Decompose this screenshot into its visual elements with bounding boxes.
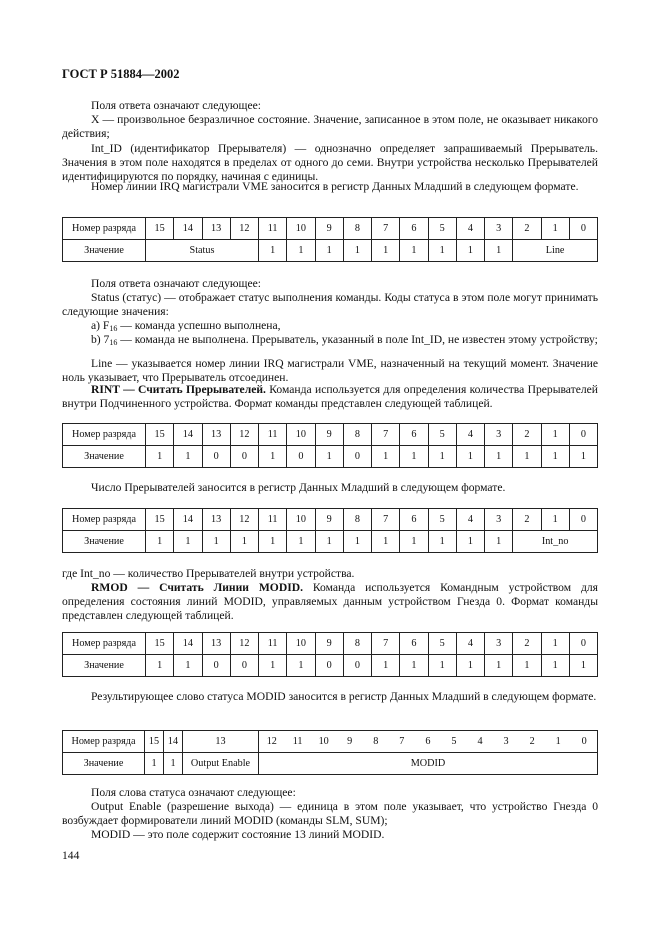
cell-bit: 3 bbox=[493, 731, 519, 753]
cell-value: 1 bbox=[146, 531, 174, 553]
cell-value: 1 bbox=[428, 446, 456, 468]
cell-value: 1 bbox=[485, 446, 513, 468]
cell-bit: 8 bbox=[343, 218, 371, 240]
cell-value: 1 bbox=[428, 240, 456, 262]
cell-bit: 13 bbox=[202, 424, 230, 446]
cell-line: Line bbox=[513, 240, 598, 262]
cell-bit: 6 bbox=[400, 509, 428, 531]
cell-bit: 5 bbox=[441, 731, 467, 753]
cell-bit: 9 bbox=[315, 509, 343, 531]
page-number: 144 bbox=[62, 849, 80, 862]
cell-value: 1 bbox=[456, 655, 484, 677]
cell-value: 1 bbox=[230, 531, 258, 553]
cell-bit: 10 bbox=[287, 633, 315, 655]
table-row-bits bbox=[63, 509, 598, 531]
cell-bit: 6 bbox=[400, 633, 428, 655]
cell-value: 0 bbox=[230, 655, 258, 677]
cell-bit: 9 bbox=[315, 424, 343, 446]
cell-value: 1 bbox=[259, 446, 287, 468]
cell-value: 1 bbox=[146, 446, 174, 468]
paragraph-fields-intro: Поля ответа означают следующее: bbox=[91, 99, 261, 112]
cell-value: 1 bbox=[372, 240, 400, 262]
cell-value: 1 bbox=[287, 531, 315, 553]
cell-value: 1 bbox=[315, 531, 343, 553]
cell-bit: 15 bbox=[146, 424, 174, 446]
cell-label: Номер разряда bbox=[63, 509, 146, 531]
cell-value: 1 bbox=[259, 655, 287, 677]
cell-bit: 14 bbox=[174, 424, 202, 446]
cell-bit: 1 bbox=[541, 633, 569, 655]
cell-bit: 13 bbox=[202, 509, 230, 531]
cell-bit: 2 bbox=[519, 731, 545, 753]
cell-bit: 13 bbox=[202, 633, 230, 655]
paragraph-status-field: Status (статус) — отображает статус выполнения команды. Коды статуса в этом поле могут принимать следующие значения: bbox=[62, 291, 598, 319]
paragraph-x-field: X — произвольное безразличное состояние. Значение, записанное в этом поле, не оказывает никакого действия; bbox=[62, 113, 598, 141]
cell-bit: 5 bbox=[428, 633, 456, 655]
cell-value: 1 bbox=[343, 531, 371, 553]
cell-bit: 15 bbox=[145, 731, 164, 753]
cell-bit: 10 bbox=[287, 509, 315, 531]
cell-value: 0 bbox=[287, 446, 315, 468]
cell-bit: 13 bbox=[202, 218, 230, 240]
cell-value: 0 bbox=[202, 446, 230, 468]
cell-value: 0 bbox=[343, 446, 371, 468]
cell-bit: 2 bbox=[513, 509, 541, 531]
cell-bit: 12 bbox=[230, 218, 258, 240]
cell-bit: 7 bbox=[372, 218, 400, 240]
cell-bit: 3 bbox=[485, 509, 513, 531]
table-row-bits bbox=[63, 731, 598, 753]
cell-value: 1 bbox=[372, 446, 400, 468]
cell-bit: 15 bbox=[146, 509, 174, 531]
cell-value: 1 bbox=[164, 753, 183, 775]
cell-bit: 10 bbox=[311, 731, 337, 753]
table-row-bits bbox=[63, 424, 598, 446]
cell-bit: 10 bbox=[287, 218, 315, 240]
table-row-values bbox=[63, 753, 598, 775]
paragraph-status-fields-intro: Поля слова статуса означают следующее: bbox=[91, 786, 296, 799]
cell-bit: 6 bbox=[415, 731, 441, 753]
cell-bit: 6 bbox=[400, 424, 428, 446]
table-row-values bbox=[63, 446, 598, 468]
cell-bit: 12 bbox=[230, 509, 258, 531]
cell-bit: 4 bbox=[456, 633, 484, 655]
cell-bit: 4 bbox=[467, 731, 493, 753]
table-row-values bbox=[63, 240, 598, 262]
paragraph-interrupter-count: Число Прерывателей заносится в регистр Данных Младший в следующем формате. bbox=[91, 481, 506, 494]
paragraph-fields-intro-2: Поля ответа означают следующее: bbox=[91, 277, 261, 290]
cell-value: 1 bbox=[485, 655, 513, 677]
cell-bit: 14 bbox=[164, 731, 183, 753]
table-row-bits bbox=[63, 633, 598, 655]
cell-value: 1 bbox=[372, 655, 400, 677]
cell-value: 1 bbox=[456, 240, 484, 262]
paragraph-output-enable: Output Enable (разрешение выхода) — единица в этом поле указывает, что устройство Гнезда 0 возбуждает формирователи линий MODID (команды SLM, SUM); bbox=[62, 800, 598, 828]
cell-bit: 5 bbox=[428, 424, 456, 446]
cell-bit: 15 bbox=[146, 218, 174, 240]
cell-value: 1 bbox=[259, 240, 287, 262]
cell-value: 0 bbox=[230, 446, 258, 468]
paragraph-rint: RINT — Считать Прерывателей. Команда используется для определения количества Прерывателей внутри Подчиненного устройства. Формат команды представлен следующей таблицей. bbox=[62, 383, 598, 411]
cell-label: Номер разряда bbox=[63, 424, 146, 446]
cell-bit: 0 bbox=[569, 509, 597, 531]
cell-bit: 11 bbox=[285, 731, 311, 753]
cell-value: 1 bbox=[202, 531, 230, 553]
cell-value: 1 bbox=[174, 655, 202, 677]
cell-label: Значение bbox=[63, 531, 146, 553]
table-row-values bbox=[63, 531, 598, 553]
cell-bit: 8 bbox=[343, 509, 371, 531]
table-rint-command bbox=[62, 423, 598, 468]
cell-bit: 9 bbox=[315, 633, 343, 655]
cell-bit: 9 bbox=[337, 731, 363, 753]
table-intno-format bbox=[62, 508, 598, 553]
cell-bit: 2 bbox=[513, 424, 541, 446]
paragraph-line-field: Line — указывается номер линии IRQ магистрали VME, назначенный на текущий момент. Значение ноль указывает, что Прерыватель отсоединен. bbox=[62, 357, 598, 385]
cell-intno: Int_no bbox=[513, 531, 598, 553]
cell-value: 1 bbox=[400, 240, 428, 262]
cell-bit: 14 bbox=[174, 509, 202, 531]
cell-bit: 2 bbox=[513, 218, 541, 240]
paragraph-irq-format: Номер линии IRQ магистрали VME заносится в регистр Данных Младший в следующем формате. bbox=[91, 180, 579, 193]
cell-value: 1 bbox=[541, 446, 569, 468]
paragraph-status-b: b) $7_{16}$ — команда не выполнена. Прерыватель, указанный в поле Int_ID, не известен этому устройству; bbox=[91, 333, 598, 347]
cell-label: Значение bbox=[63, 753, 145, 775]
cell-value: 1 bbox=[513, 655, 541, 677]
cell-value: 1 bbox=[315, 240, 343, 262]
cell-bit: 12 bbox=[230, 633, 258, 655]
cell-bit: 8 bbox=[343, 633, 371, 655]
cell-bit: 12 bbox=[230, 424, 258, 446]
cell-value: 1 bbox=[485, 531, 513, 553]
cell-bit: 3 bbox=[485, 633, 513, 655]
cell-value: 1 bbox=[400, 446, 428, 468]
cell-bit: 9 bbox=[315, 218, 343, 240]
document-header: ГОСТ Р 51884—2002 bbox=[62, 67, 180, 81]
cell-modid: MODID bbox=[259, 753, 598, 775]
cell-bit: 0 bbox=[569, 633, 597, 655]
cell-bit: 0 bbox=[569, 424, 597, 446]
cell-bit: 13 bbox=[183, 731, 259, 753]
cell-bit: 3 bbox=[485, 218, 513, 240]
cell-bit: 14 bbox=[174, 218, 202, 240]
cell-label: Номер разряда bbox=[63, 633, 146, 655]
cell-bit: 15 bbox=[146, 633, 174, 655]
cell-bit: 6 bbox=[400, 218, 428, 240]
cell-bit: 12 bbox=[259, 731, 285, 753]
cell-bit: 1 bbox=[541, 424, 569, 446]
cell-bit: 8 bbox=[343, 424, 371, 446]
cell-value: 1 bbox=[428, 531, 456, 553]
cell-bit: 7 bbox=[372, 424, 400, 446]
cell-value: 1 bbox=[259, 531, 287, 553]
cell-bit: 0 bbox=[569, 218, 597, 240]
cell-label: Номер разряда bbox=[63, 731, 145, 753]
cell-value: 0 bbox=[202, 655, 230, 677]
cell-bit: 14 bbox=[174, 633, 202, 655]
cell-value: 1 bbox=[456, 531, 484, 553]
paragraph-modid-field: MODID — это поле содержит состояние 13 линий MODID. bbox=[91, 828, 385, 841]
cell-value: 1 bbox=[400, 655, 428, 677]
cell-bit: 11 bbox=[259, 218, 287, 240]
cell-value: 1 bbox=[456, 446, 484, 468]
table-row-bits bbox=[63, 218, 598, 240]
cell-bit: 1 bbox=[545, 731, 571, 753]
cell-bit: 7 bbox=[389, 731, 415, 753]
cell-bit: 0 bbox=[571, 731, 597, 753]
cell-value: 1 bbox=[485, 240, 513, 262]
cell-value: 1 bbox=[287, 655, 315, 677]
cell-value: 1 bbox=[513, 446, 541, 468]
cell-bit: 1 bbox=[541, 218, 569, 240]
cell-bit: 11 bbox=[259, 633, 287, 655]
cell-value: 1 bbox=[146, 655, 174, 677]
cell-bit: 11 bbox=[259, 424, 287, 446]
cell-label: Значение bbox=[63, 446, 146, 468]
cell-label: Значение bbox=[63, 240, 146, 262]
cell-bit: 5 bbox=[428, 218, 456, 240]
table-row-values bbox=[63, 655, 598, 677]
cell-bit: 4 bbox=[456, 509, 484, 531]
cell-output-enable: Output Enable bbox=[183, 753, 259, 775]
cell-value: 1 bbox=[287, 240, 315, 262]
cell-bit: 7 bbox=[372, 509, 400, 531]
cell-bit: 3 bbox=[485, 424, 513, 446]
cell-value: 0 bbox=[315, 655, 343, 677]
cell-value: 1 bbox=[569, 655, 597, 677]
cell-status: Status bbox=[146, 240, 259, 262]
cell-value: 1 bbox=[428, 655, 456, 677]
paragraph-modid-status: Результирующее слово статуса MODID заносится в регистр Данных Младший в следующем формате. bbox=[91, 690, 597, 703]
cell-label: Значение bbox=[63, 655, 146, 677]
cell-bit: 5 bbox=[428, 509, 456, 531]
table-irq-format bbox=[62, 217, 598, 262]
cell-value: 1 bbox=[174, 531, 202, 553]
paragraph-rmod: RMOD — Считать Линии MODID. Команда используется Командным устройством для определения состояния линий MODID, управляемых данным устройством Гнезда 0. Формат команды представлен следующей таблицей. bbox=[62, 581, 599, 623]
cell-value: 1 bbox=[145, 753, 164, 775]
cell-value: 1 bbox=[315, 446, 343, 468]
cell-value: 1 bbox=[541, 655, 569, 677]
cell-label: Номер разряда bbox=[63, 218, 146, 240]
cell-bit: 7 bbox=[372, 633, 400, 655]
cell-bit: 4 bbox=[456, 218, 484, 240]
cell-bit: 8 bbox=[363, 731, 389, 753]
table-modid-format bbox=[62, 730, 598, 775]
cell-value: 0 bbox=[343, 655, 371, 677]
cell-bit: 1 bbox=[541, 509, 569, 531]
cell-value: 1 bbox=[569, 446, 597, 468]
cell-bit: 10 bbox=[287, 424, 315, 446]
cell-value: 1 bbox=[372, 531, 400, 553]
cell-bit: 2 bbox=[513, 633, 541, 655]
cell-bit: 11 bbox=[259, 509, 287, 531]
cell-value: 1 bbox=[400, 531, 428, 553]
cell-bit: 4 bbox=[456, 424, 484, 446]
paragraph-intid-field: Int_ID (идентификатор Прерывателя) — однозначно определяет запрашиваемый Прерыватель. Значения в этом поле находятся в пределах от одного до семи. Внутри устройства несколько Прерывателей идентифицируются по порядку, начиная с единицы. bbox=[62, 142, 598, 184]
paragraph-intno-def: где Int_no — количество Прерывателей внутри устройства. bbox=[62, 567, 355, 580]
table-rmod-command bbox=[62, 632, 598, 677]
cell-value: 1 bbox=[174, 446, 202, 468]
cell-value: 1 bbox=[343, 240, 371, 262]
paragraph-status-a: а) $F_{16}$ — команда успешно выполнена, bbox=[91, 319, 281, 333]
